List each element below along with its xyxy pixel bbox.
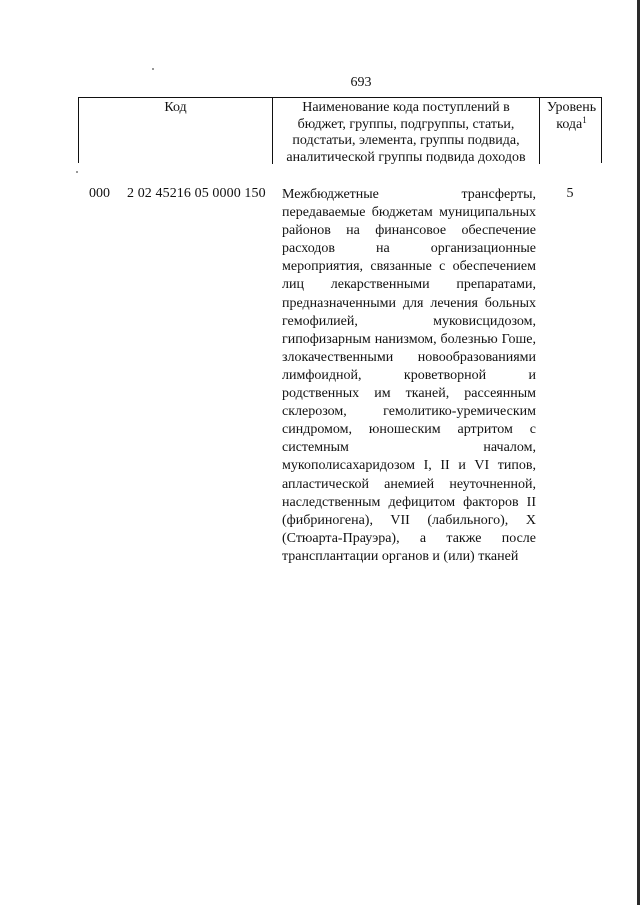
row-code: 2 02 45216 05 0000 150 bbox=[127, 186, 266, 201]
scan-speck bbox=[76, 171, 78, 173]
header-level-label: Уровень кода bbox=[546, 100, 597, 132]
scan-speck bbox=[152, 68, 154, 70]
row-level: 5 bbox=[566, 186, 574, 201]
page-number: 693 bbox=[350, 75, 372, 90]
row-id: 000 bbox=[89, 186, 110, 201]
row-description: Межбюджетные трансферты, передаваемые бюджетам муниципальных районов на финансовое обеспечение расходов на организационные мероприятия, связанные с обеспечением лиц лекарственными препаратами, предназначенными для лечения больных гемофилией, муковисцидозом, гипофизарным нанизмом, болезнью Гоше, злокачественными новообразованиями лимфоидной, кроветворной и родственных им тканей, рассеянным склерозом, гемолитико-уремическим синдромом, юношеским артритом с системным началом, мукополисахаридозом I, II и VI типов, апластической анемией неуточненной, наследственным дефицитом факторов II (фибриногена), VII (лабильного), X (Стюарта-Прауэра), а также после трансплантации органов и (или) тканей bbox=[282, 187, 536, 564]
header-level bbox=[540, 98, 603, 164]
header-level-footnote: 1 bbox=[582, 114, 587, 125]
header-code: Код bbox=[79, 98, 273, 164]
table-header bbox=[78, 97, 602, 163]
header-name: Наименование кода поступлений в бюджет, группы, подгруппы, статьи, подстатьи, элемента, группы подвида, аналитической группы подвида доходов bbox=[273, 98, 540, 164]
